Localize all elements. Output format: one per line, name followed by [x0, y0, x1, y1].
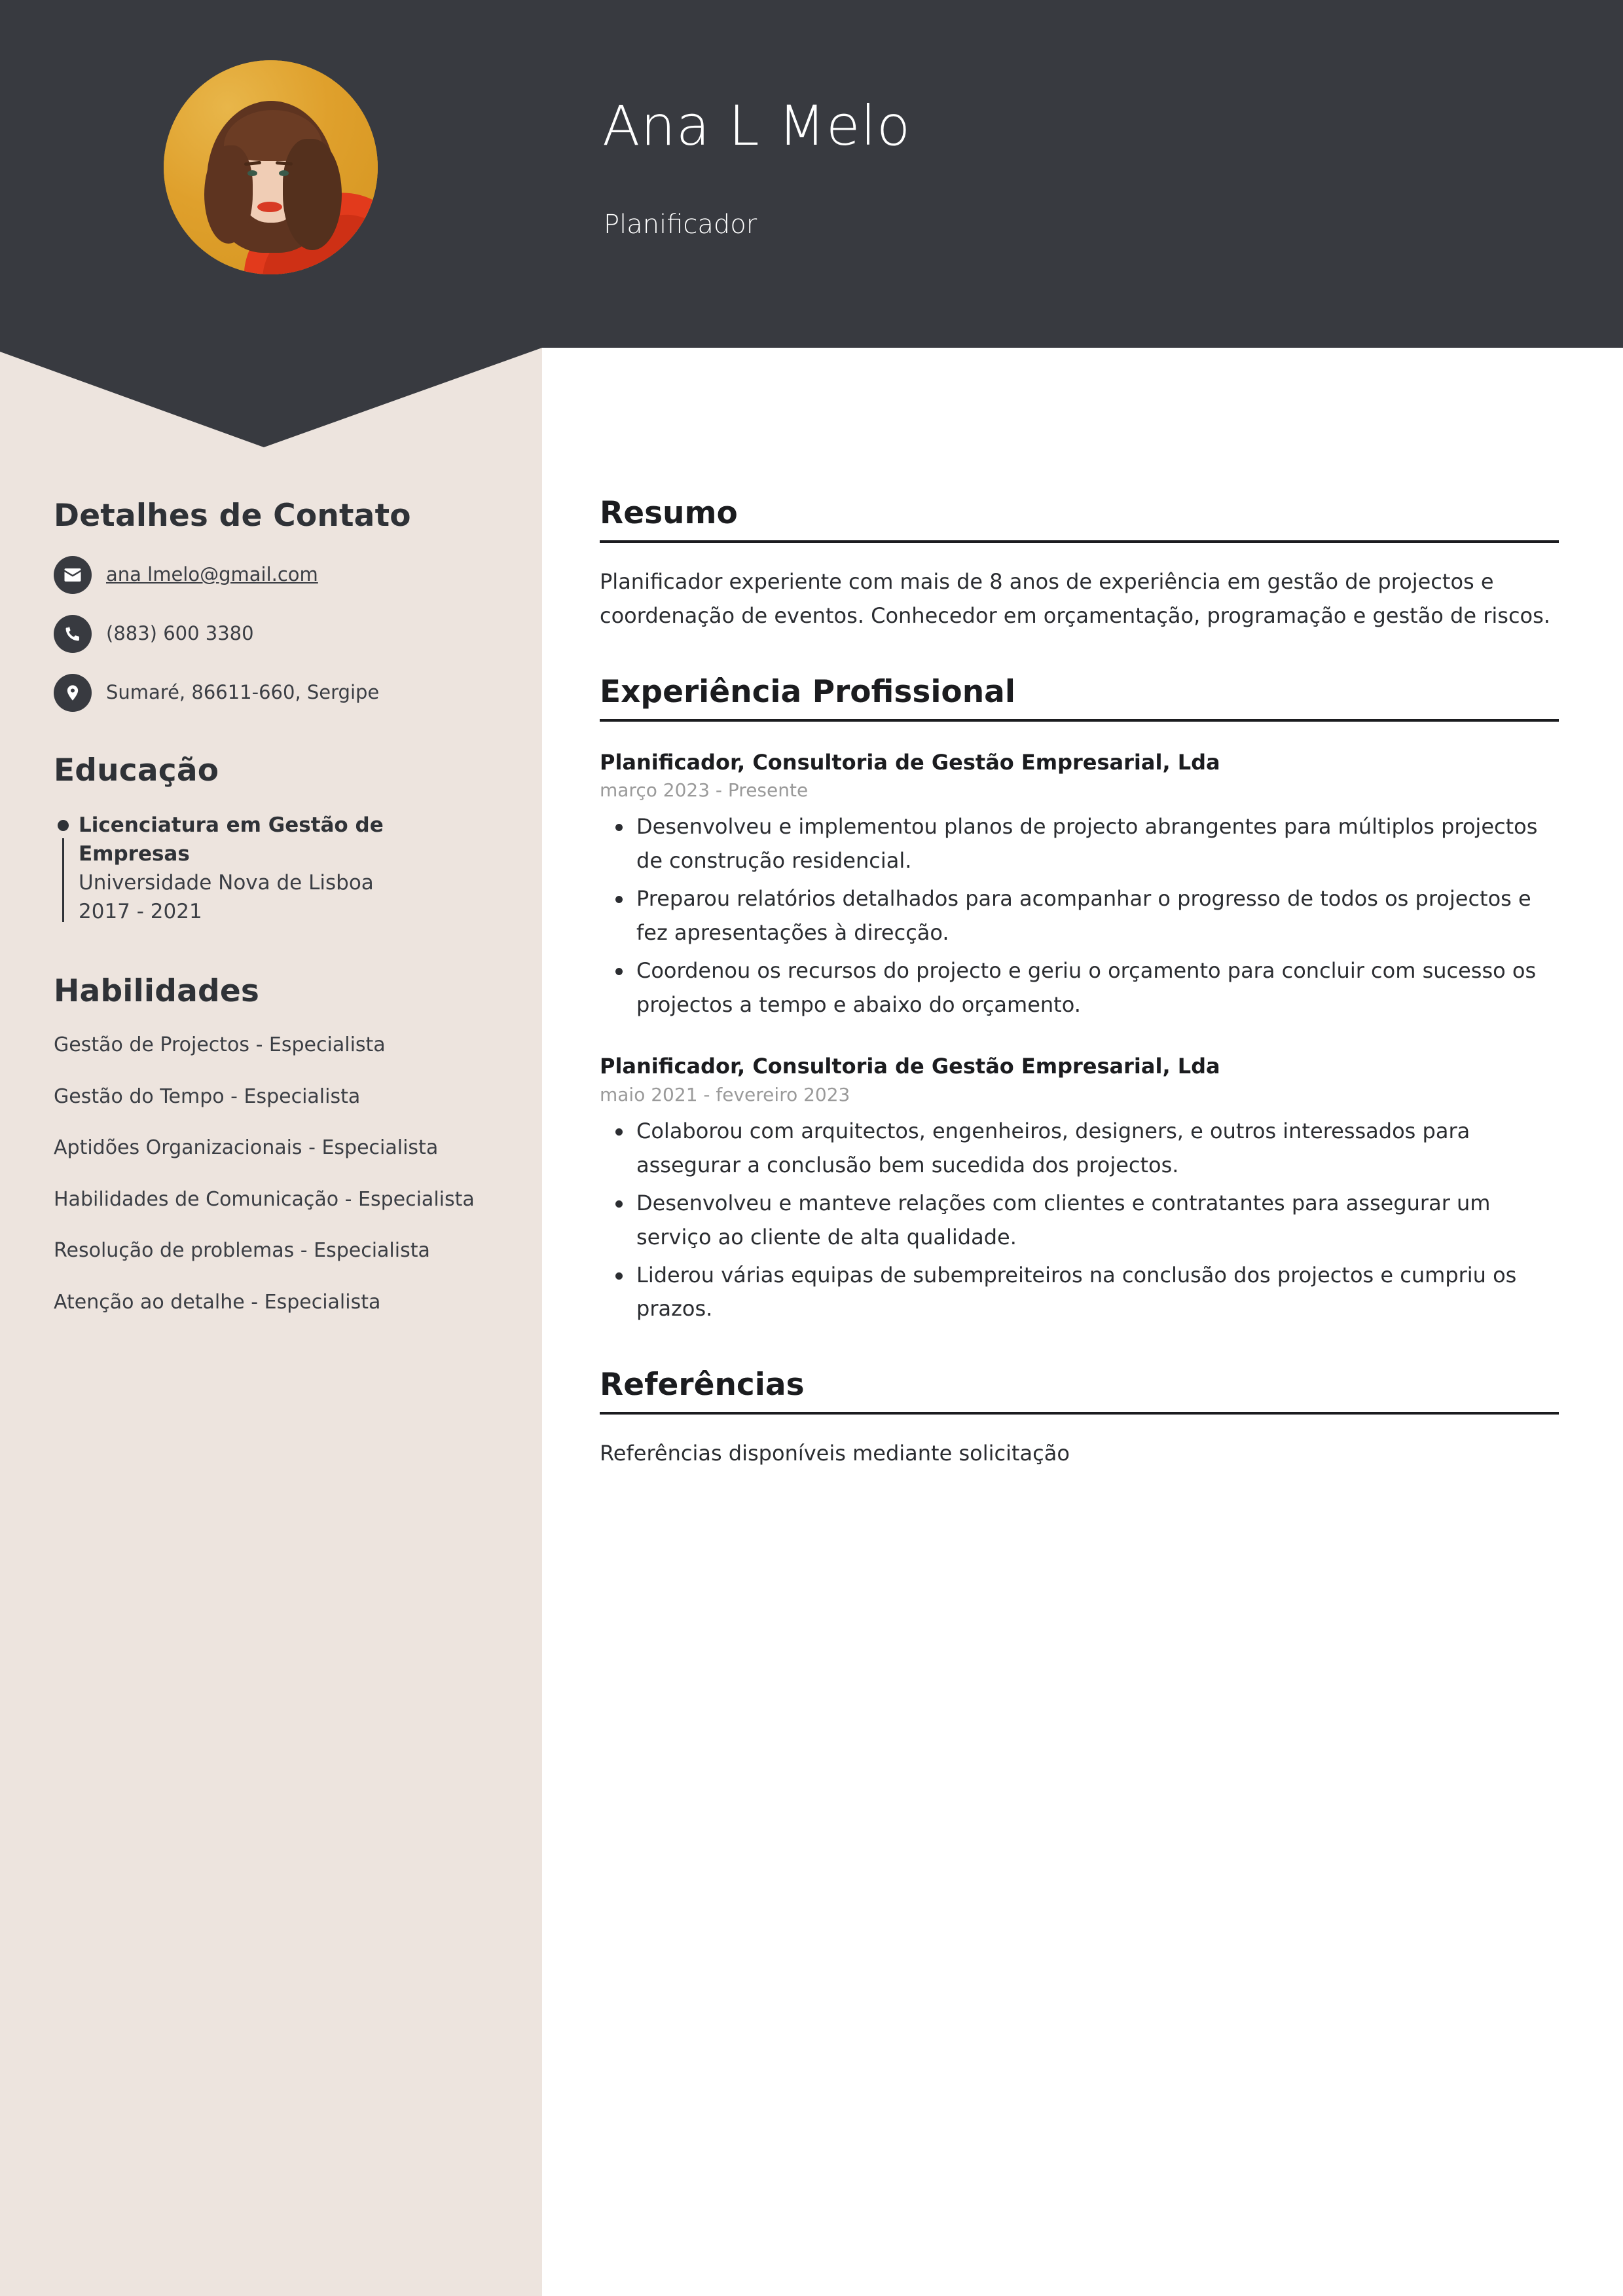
- education-dates: 2017 - 2021: [79, 900, 202, 924]
- education-item: [54, 811, 490, 926]
- references-text: Referências disponíveis mediante solicitação: [600, 1441, 1070, 1466]
- job-title: Planificador, Consultoria de Gestão Empresarial, Lda: [600, 749, 1220, 775]
- sidebar: [0, 458, 542, 1341]
- job-title: Planificador, Consultoria de Gestão Empresarial, Lda: [600, 1054, 1220, 1079]
- phone-icon: [54, 615, 92, 653]
- job-dates: maio 2021 - fevereiro 2023: [600, 1084, 850, 1106]
- job-title-subtitle: Planificador: [604, 210, 757, 240]
- job-bullets: [600, 810, 1559, 1022]
- contact-phone-value: (883) 600 3380: [106, 622, 254, 645]
- references-section: [600, 1367, 1559, 1471]
- envelope-icon: [54, 556, 92, 594]
- education-heading: Educação: [54, 752, 219, 788]
- experience-section: [600, 674, 1559, 1327]
- contact-item-address: [54, 674, 490, 712]
- experience-heading: Experiência Profissional: [600, 674, 1559, 722]
- references-heading: Referências: [600, 1367, 1559, 1415]
- skills-heading: Habilidades: [54, 973, 260, 1010]
- portrait-eye-left: [247, 170, 257, 176]
- job-dates: março 2023 - Presente: [600, 779, 809, 802]
- job-bullet: Liderou várias equipas de subempreiteiros na conclusão dos projectos e cumpriu os prazos.: [600, 1259, 1559, 1327]
- bullet-dot-icon: [58, 820, 69, 831]
- portrait-curl-right: [283, 139, 342, 250]
- job-bullet: Coordenou os recursos do projecto e geriu o orçamento para concluir com sucesso os projectos a tempo e abaixo do orçamento.: [600, 954, 1559, 1022]
- education-timeline-marker: [54, 811, 79, 926]
- main-content: [542, 458, 1623, 1511]
- contact-heading: Detalhes de Contato: [54, 498, 411, 534]
- contact-item-email[interactable]: [54, 556, 490, 594]
- experience-job: [600, 748, 1559, 1022]
- summary-section: [600, 495, 1559, 633]
- portrait-curl-left: [204, 145, 253, 244]
- job-bullet: Desenvolveu e implementou planos de projecto abrangentes para múltiplos projectos de construção residencial.: [600, 810, 1559, 878]
- summary-text: Planificador experiente com mais de 8 anos de experiência em gestão de projectos e coordenação de eventos. Conhecedor em orçamentação, programação e gestão de riscos.: [600, 569, 1550, 628]
- job-bullet: Desenvolveu e manteve relações com clientes e contratantes para assegurar um serviço ao cliente de alta qualidade.: [600, 1187, 1559, 1255]
- contact-address-value: Sumaré, 86611-660, Sergipe: [106, 681, 380, 704]
- skill-item: Atenção ao detalhe - Especialista: [54, 1291, 381, 1314]
- job-bullet: Preparou relatórios detalhados para acompanhar o progresso de todos os projectos e fez apresentações à direcção.: [600, 882, 1559, 950]
- page-title: Ana L Melo: [602, 94, 911, 158]
- avatar: [164, 60, 378, 274]
- timeline-line: [62, 838, 64, 922]
- education-school: Universidade Nova de Lisboa: [79, 871, 374, 895]
- job-bullet: Colaborou com arquitectos, engenheiros, designers, e outros interessados para assegurar a conclusão bem sucedida dos projectos.: [600, 1115, 1559, 1183]
- map-pin-icon: [54, 674, 92, 712]
- education-item-body: [79, 811, 490, 926]
- contact-item-phone[interactable]: [54, 615, 490, 653]
- skills-section: [54, 973, 490, 1317]
- experience-job: [600, 1052, 1559, 1326]
- summary-heading: Resumo: [600, 495, 1559, 543]
- skill-item: Habilidades de Comunicação - Especialista: [54, 1187, 475, 1211]
- skill-item: Gestão do Tempo - Especialista: [54, 1084, 361, 1108]
- contact-details-section: [54, 498, 490, 712]
- skill-item: Resolução de problemas - Especialista: [54, 1239, 430, 1263]
- portrait-eye-right: [279, 170, 289, 176]
- skill-item: Gestão de Projectos - Especialista: [54, 1033, 386, 1057]
- skill-item: Aptidões Organizacionais - Especialista: [54, 1136, 439, 1160]
- contact-email-value[interactable]: ana lmelo@gmail.com: [106, 563, 318, 586]
- education-section: [54, 752, 490, 926]
- portrait-lips: [257, 202, 282, 212]
- job-bullets: [600, 1115, 1559, 1326]
- education-degree: Licenciatura em Gestão de Empresas: [79, 813, 384, 866]
